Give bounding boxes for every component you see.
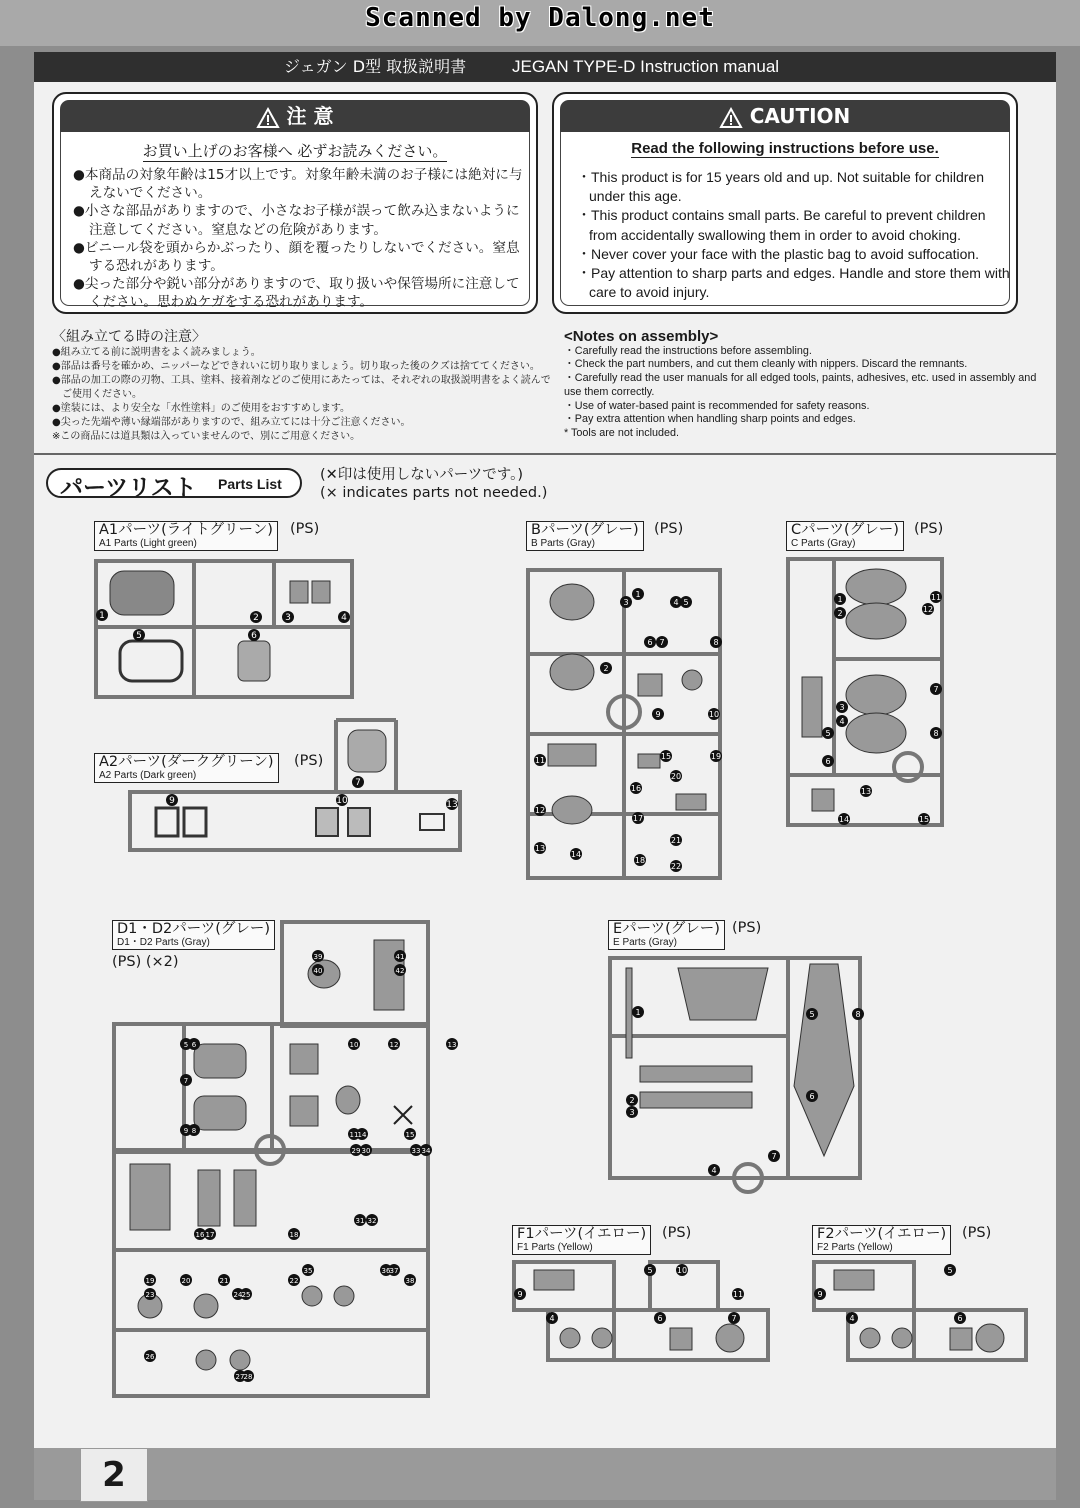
part-number: 5 bbox=[947, 1266, 953, 1275]
part-number: 4 bbox=[673, 598, 679, 607]
part-number: 7 bbox=[659, 638, 665, 647]
caution-jp-title-bar bbox=[60, 100, 530, 132]
part-num: 6 bbox=[251, 631, 257, 641]
part-number: 9 bbox=[183, 1127, 189, 1135]
part-number: 9 bbox=[817, 1290, 823, 1299]
sprue-b-en: B Parts (Gray) bbox=[531, 538, 595, 549]
part-number: 5 bbox=[183, 1041, 189, 1049]
sprue-a1-material: (PS) bbox=[290, 521, 320, 537]
scan-credit: Scanned by Dalong.net bbox=[365, 3, 715, 33]
assembly-note-jp: ●組み立てる前に説明書をよく読みましょう。 bbox=[52, 347, 261, 358]
assembly-notes-jp-title: 〈組み立てる時の注意〉 bbox=[52, 329, 206, 345]
sprue-a1-jp: A1パーツ(ライトグリーン) bbox=[99, 522, 273, 538]
part-number: 5 bbox=[683, 598, 689, 607]
part-number: 9 bbox=[655, 710, 661, 719]
sprue-a2-diagram bbox=[126, 718, 466, 854]
caution-jp-list bbox=[73, 166, 528, 312]
sprue-c-jp: Cパーツ(グレー) bbox=[791, 522, 899, 538]
part-number: 31 bbox=[355, 1217, 365, 1225]
caution-en-list bbox=[577, 168, 1017, 302]
part-number: 28 bbox=[243, 1373, 253, 1381]
header-jp-title: ジェガン D型 取扱説明書 bbox=[284, 57, 467, 76]
part-num: 5 bbox=[136, 631, 142, 641]
sprue-f1-diagram bbox=[510, 1260, 770, 1378]
header-bar bbox=[34, 52, 1056, 82]
part-number: 22 bbox=[670, 862, 682, 871]
sprue-a2-material: (PS) bbox=[294, 753, 324, 769]
sprue-d-jp: D1・D2パーツ(グレー) bbox=[117, 921, 271, 937]
sprue-f2-en: F2 Parts (Yellow) bbox=[817, 1242, 893, 1253]
part-number: 8 bbox=[191, 1127, 197, 1135]
part-number: 15 bbox=[660, 752, 672, 761]
part-num: 3 bbox=[285, 613, 291, 623]
part-number: 27 bbox=[235, 1373, 245, 1381]
sprue-a2-jp: A2パーツ(ダークグリーン) bbox=[99, 754, 274, 770]
part-number: 2 bbox=[837, 609, 843, 618]
assembly-note-jp: ※この商品には道具類は入っていませんので、別にご用意ください。 bbox=[52, 431, 361, 442]
caution-jp-subtitle: お買い上げのお客様へ 必ずお読みください。 bbox=[142, 142, 448, 160]
assembly-note-jp: ●部品は番号を確かめ、ニッパーなどできれいに切り取りましょう。切り取った後のクズは捨ててください。 bbox=[52, 361, 540, 372]
part-number: 6 bbox=[647, 638, 653, 647]
part-number: 10 bbox=[349, 1041, 359, 1049]
caution-en-title: CAUTION bbox=[749, 104, 851, 128]
part-number: 42 bbox=[395, 967, 405, 975]
part-number: 17 bbox=[205, 1231, 215, 1239]
part-number: 6 bbox=[191, 1041, 197, 1049]
sprue-label-f1 bbox=[512, 1225, 692, 1255]
part-number: 17 bbox=[632, 814, 644, 823]
part-num: 4 bbox=[341, 613, 347, 623]
sprue-label-c bbox=[786, 521, 944, 551]
sprue-label-e bbox=[608, 920, 762, 950]
part-number: 41 bbox=[395, 953, 405, 961]
part-num: 13 bbox=[446, 800, 458, 810]
part-number: 40 bbox=[313, 967, 323, 975]
caution-box-jp bbox=[52, 92, 538, 314]
part-number: 11 bbox=[930, 593, 942, 602]
part-num: 2 bbox=[253, 613, 259, 623]
parts-list-title bbox=[46, 468, 302, 501]
part-number: 19 bbox=[145, 1277, 155, 1285]
caution-en-subtitle: Read the following instructions before use. bbox=[631, 140, 939, 157]
part-number: 22 bbox=[289, 1277, 299, 1285]
manual-page bbox=[34, 52, 1056, 1500]
part-number: 15 bbox=[405, 1131, 415, 1139]
caution-jp-item: ●小さな部品がありますので、小さなお子様が誤って飲み込まないように注意してください。窒息などの危険があります。 bbox=[73, 203, 520, 238]
part-number: 23 bbox=[145, 1291, 155, 1299]
part-number: 6 bbox=[957, 1314, 963, 1323]
part-number: 8 bbox=[933, 729, 939, 738]
assembly-notes-jp bbox=[52, 330, 557, 444]
part-number: 36 bbox=[381, 1267, 391, 1275]
sprue-f2-diagram bbox=[810, 1260, 1030, 1378]
header-en-title: JEGAN TYPE-D Instruction manual bbox=[512, 57, 780, 76]
part-number: 21 bbox=[219, 1277, 229, 1285]
part-num: 1 bbox=[99, 611, 105, 621]
part-number: 13 bbox=[860, 787, 872, 796]
sprue-label-a1 bbox=[94, 521, 320, 551]
part-number: 5 bbox=[809, 1010, 815, 1019]
part-number: 7 bbox=[183, 1077, 189, 1085]
part-number: 7 bbox=[771, 1152, 777, 1161]
caution-jp-item: ●本商品の対象年齢は15才以上です。対象年齢未満のお子様には絶対に与えないでください。 bbox=[73, 167, 523, 202]
part-number: 8 bbox=[855, 1010, 861, 1019]
part-number: 5 bbox=[647, 1266, 653, 1275]
part-number: 7 bbox=[731, 1314, 737, 1323]
part-num: 9 bbox=[169, 796, 175, 806]
caution-en-title-bar bbox=[560, 100, 1010, 132]
sprue-f2-material: (PS) bbox=[962, 1225, 992, 1241]
sprue-a2-en: A2 Parts (Dark green) bbox=[99, 770, 197, 781]
parts-list-note bbox=[320, 466, 547, 502]
part-number: 39 bbox=[313, 953, 323, 961]
part-number: 26 bbox=[145, 1353, 155, 1361]
sprue-label-f2 bbox=[812, 1225, 992, 1255]
part-number: 21 bbox=[670, 836, 682, 845]
part-number: 20 bbox=[670, 772, 682, 781]
part-number: 2 bbox=[629, 1096, 635, 1105]
sprue-e-en: E Parts (Gray) bbox=[613, 937, 677, 948]
parts-list-note-jp: (✕印は使用しないパーツです。) bbox=[320, 467, 523, 483]
part-number: 7 bbox=[933, 685, 939, 694]
sprue-f1-material: (PS) bbox=[662, 1225, 692, 1241]
part-number: 20 bbox=[181, 1277, 191, 1285]
part-number: 3 bbox=[629, 1108, 635, 1117]
part-number: 38 bbox=[405, 1277, 415, 1285]
part-number: 14 bbox=[838, 815, 850, 824]
section-divider bbox=[34, 453, 1056, 455]
warning-triangle-icon bbox=[720, 108, 742, 128]
part-number: 13 bbox=[447, 1041, 457, 1049]
caution-jp-item: ●尖った部分や鋭い部分がありますので、取り扱いや保管場所に注意してください。思わぬケガをする恐れがあります。 bbox=[73, 276, 520, 311]
sprue-f1-jp: F1パーツ(イエロー) bbox=[517, 1226, 647, 1242]
caution-en-item: ・This product is for 15 years old and up. Not suitable for children under this age. bbox=[577, 169, 984, 205]
bottom-band bbox=[34, 1448, 1056, 1500]
part-number: 6 bbox=[825, 757, 831, 766]
part-number: 2 bbox=[603, 664, 609, 673]
sprue-d-material: (PS) (×2) bbox=[112, 954, 179, 970]
part-number: 35 bbox=[303, 1267, 313, 1275]
part-number: 4 bbox=[849, 1314, 855, 1323]
part-number: 12 bbox=[389, 1041, 399, 1049]
part-number: 10 bbox=[708, 710, 720, 719]
sprue-d-diagram bbox=[110, 920, 457, 1400]
part-number: 11 bbox=[534, 756, 546, 765]
page-number: 2 bbox=[80, 1448, 148, 1502]
part-number: 10 bbox=[676, 1266, 688, 1275]
assembly-note-jp: ●塗装には、より安全な「水性塗料」のご使用をおすすめします。 bbox=[52, 403, 351, 414]
part-number: 19 bbox=[710, 752, 722, 761]
part-number: 13 bbox=[534, 844, 546, 853]
assembly-note-en: ・Check the part numbers, and cut them cleanly with nippers. Discard the remnants. bbox=[564, 358, 968, 371]
part-number: 25 bbox=[241, 1291, 251, 1299]
sprue-b-material: (PS) bbox=[654, 521, 684, 537]
sprue-b-jp: Bパーツ(グレー) bbox=[531, 522, 639, 538]
sprue-d-en: D1・D2 Parts (Gray) bbox=[117, 937, 210, 948]
part-number: 24 bbox=[233, 1291, 243, 1299]
assembly-note-en: ・Use of water-based paint is recommended for safety reasons. bbox=[564, 399, 870, 412]
assembly-notes-en bbox=[564, 330, 1044, 441]
part-number: 18 bbox=[289, 1231, 299, 1239]
part-number: 6 bbox=[809, 1092, 815, 1101]
part-number: 18 bbox=[634, 856, 646, 865]
sprue-c-diagram bbox=[786, 557, 946, 829]
part-number: 5 bbox=[825, 729, 831, 738]
part-number: 1 bbox=[635, 590, 641, 599]
sprue-e-jp: Eパーツ(グレー) bbox=[613, 921, 720, 937]
part-number: 4 bbox=[711, 1166, 717, 1175]
sprue-c-material: (PS) bbox=[914, 521, 944, 537]
assembly-note-en: ・Carefully read the instructions before assembling. bbox=[564, 344, 812, 357]
assembly-note-en: ・Pay extra attention when handling sharp points and edges. bbox=[564, 413, 856, 426]
caution-en-item: ・Never cover your face with the plastic bag to avoid suffocation. bbox=[577, 245, 980, 262]
parts-list-title-jp: パーツリスト bbox=[60, 475, 197, 501]
sprue-a1-en: A1 Parts (Light green) bbox=[99, 538, 197, 549]
assembly-note-jp: ●部品の加工の際の刃物、工具、塗料、接着剤などのご使用にあたっては、それぞれの取扱説明書をよく読んでご使用ください。 bbox=[52, 375, 551, 400]
caution-jp-item: ●ビニール袋を頭からかぶったり、顔を覆ったりしないでください。窒息する恐れがあります。 bbox=[73, 239, 520, 275]
part-number: 37 bbox=[389, 1267, 399, 1275]
part-number: 30 bbox=[361, 1147, 371, 1155]
part-number: 15 bbox=[918, 815, 930, 824]
sprue-f1-en: F1 Parts (Yellow) bbox=[517, 1242, 593, 1253]
part-number: 9 bbox=[517, 1290, 523, 1299]
sprue-b-diagram bbox=[526, 564, 724, 882]
caution-jp-title: 注 意 bbox=[286, 104, 334, 128]
caution-box-en bbox=[552, 92, 1018, 314]
assembly-notes-en-title: <Notes on assembly> bbox=[564, 328, 719, 345]
parts-list-note-en: (× indicates parts not needed.) bbox=[320, 485, 548, 501]
assembly-note-jp: ●尖った先端や薄い縁端部がありますので、組み立てには十分ご注意ください。 bbox=[52, 417, 411, 428]
part-number: 4 bbox=[549, 1314, 555, 1323]
sprue-f2-jp: F2パーツ(イエロー) bbox=[817, 1226, 947, 1242]
sprue-a1-diagram bbox=[94, 557, 356, 701]
sprue-e-material: (PS) bbox=[732, 920, 762, 936]
sprue-label-b bbox=[526, 521, 684, 551]
part-number: 6 bbox=[657, 1314, 663, 1323]
part-number: 12 bbox=[922, 605, 934, 614]
caution-en-item: ・Pay attention to sharp parts and edges. Handle and store them with care to avoid injury. bbox=[577, 265, 1010, 301]
part-number: 12 bbox=[534, 806, 546, 815]
part-number: 4 bbox=[839, 717, 845, 726]
part-number: 8 bbox=[713, 638, 719, 647]
part-number: 3 bbox=[623, 598, 629, 607]
caution-jp-body bbox=[60, 132, 530, 311]
part-number: 1 bbox=[837, 595, 843, 604]
part-number: 32 bbox=[367, 1217, 377, 1225]
part-number: 29 bbox=[351, 1147, 361, 1155]
part-number: 14 bbox=[357, 1131, 367, 1139]
part-number: 34 bbox=[421, 1147, 431, 1155]
part-number: 33 bbox=[411, 1147, 421, 1155]
assembly-note-en: * Tools are not included. bbox=[564, 426, 680, 439]
part-number: 11 bbox=[349, 1131, 359, 1139]
part-number: 3 bbox=[839, 703, 845, 712]
warning-triangle-icon bbox=[257, 108, 279, 128]
part-num: 7 bbox=[355, 778, 361, 788]
part-num: 10 bbox=[336, 796, 348, 806]
sprue-e-diagram bbox=[608, 956, 864, 1188]
parts-list-title-en: Parts List bbox=[218, 476, 282, 492]
sprue-c-en: C Parts (Gray) bbox=[791, 538, 856, 549]
assembly-note-en: ・Carefully read the user manuals for all edged tools, paints, adhesives, etc. used in assembly and use them correctly. bbox=[564, 372, 1037, 398]
caution-en-item: ・This product contains small parts. Be careful to prevent children from accidentally swallowing them in order to avoid choking. bbox=[577, 207, 986, 243]
caution-en-body bbox=[560, 132, 1010, 306]
part-number: 11 bbox=[732, 1290, 744, 1299]
part-number: 1 bbox=[635, 1008, 641, 1017]
part-number: 14 bbox=[570, 850, 582, 859]
part-number: 16 bbox=[195, 1231, 205, 1239]
part-number: 16 bbox=[630, 784, 642, 793]
